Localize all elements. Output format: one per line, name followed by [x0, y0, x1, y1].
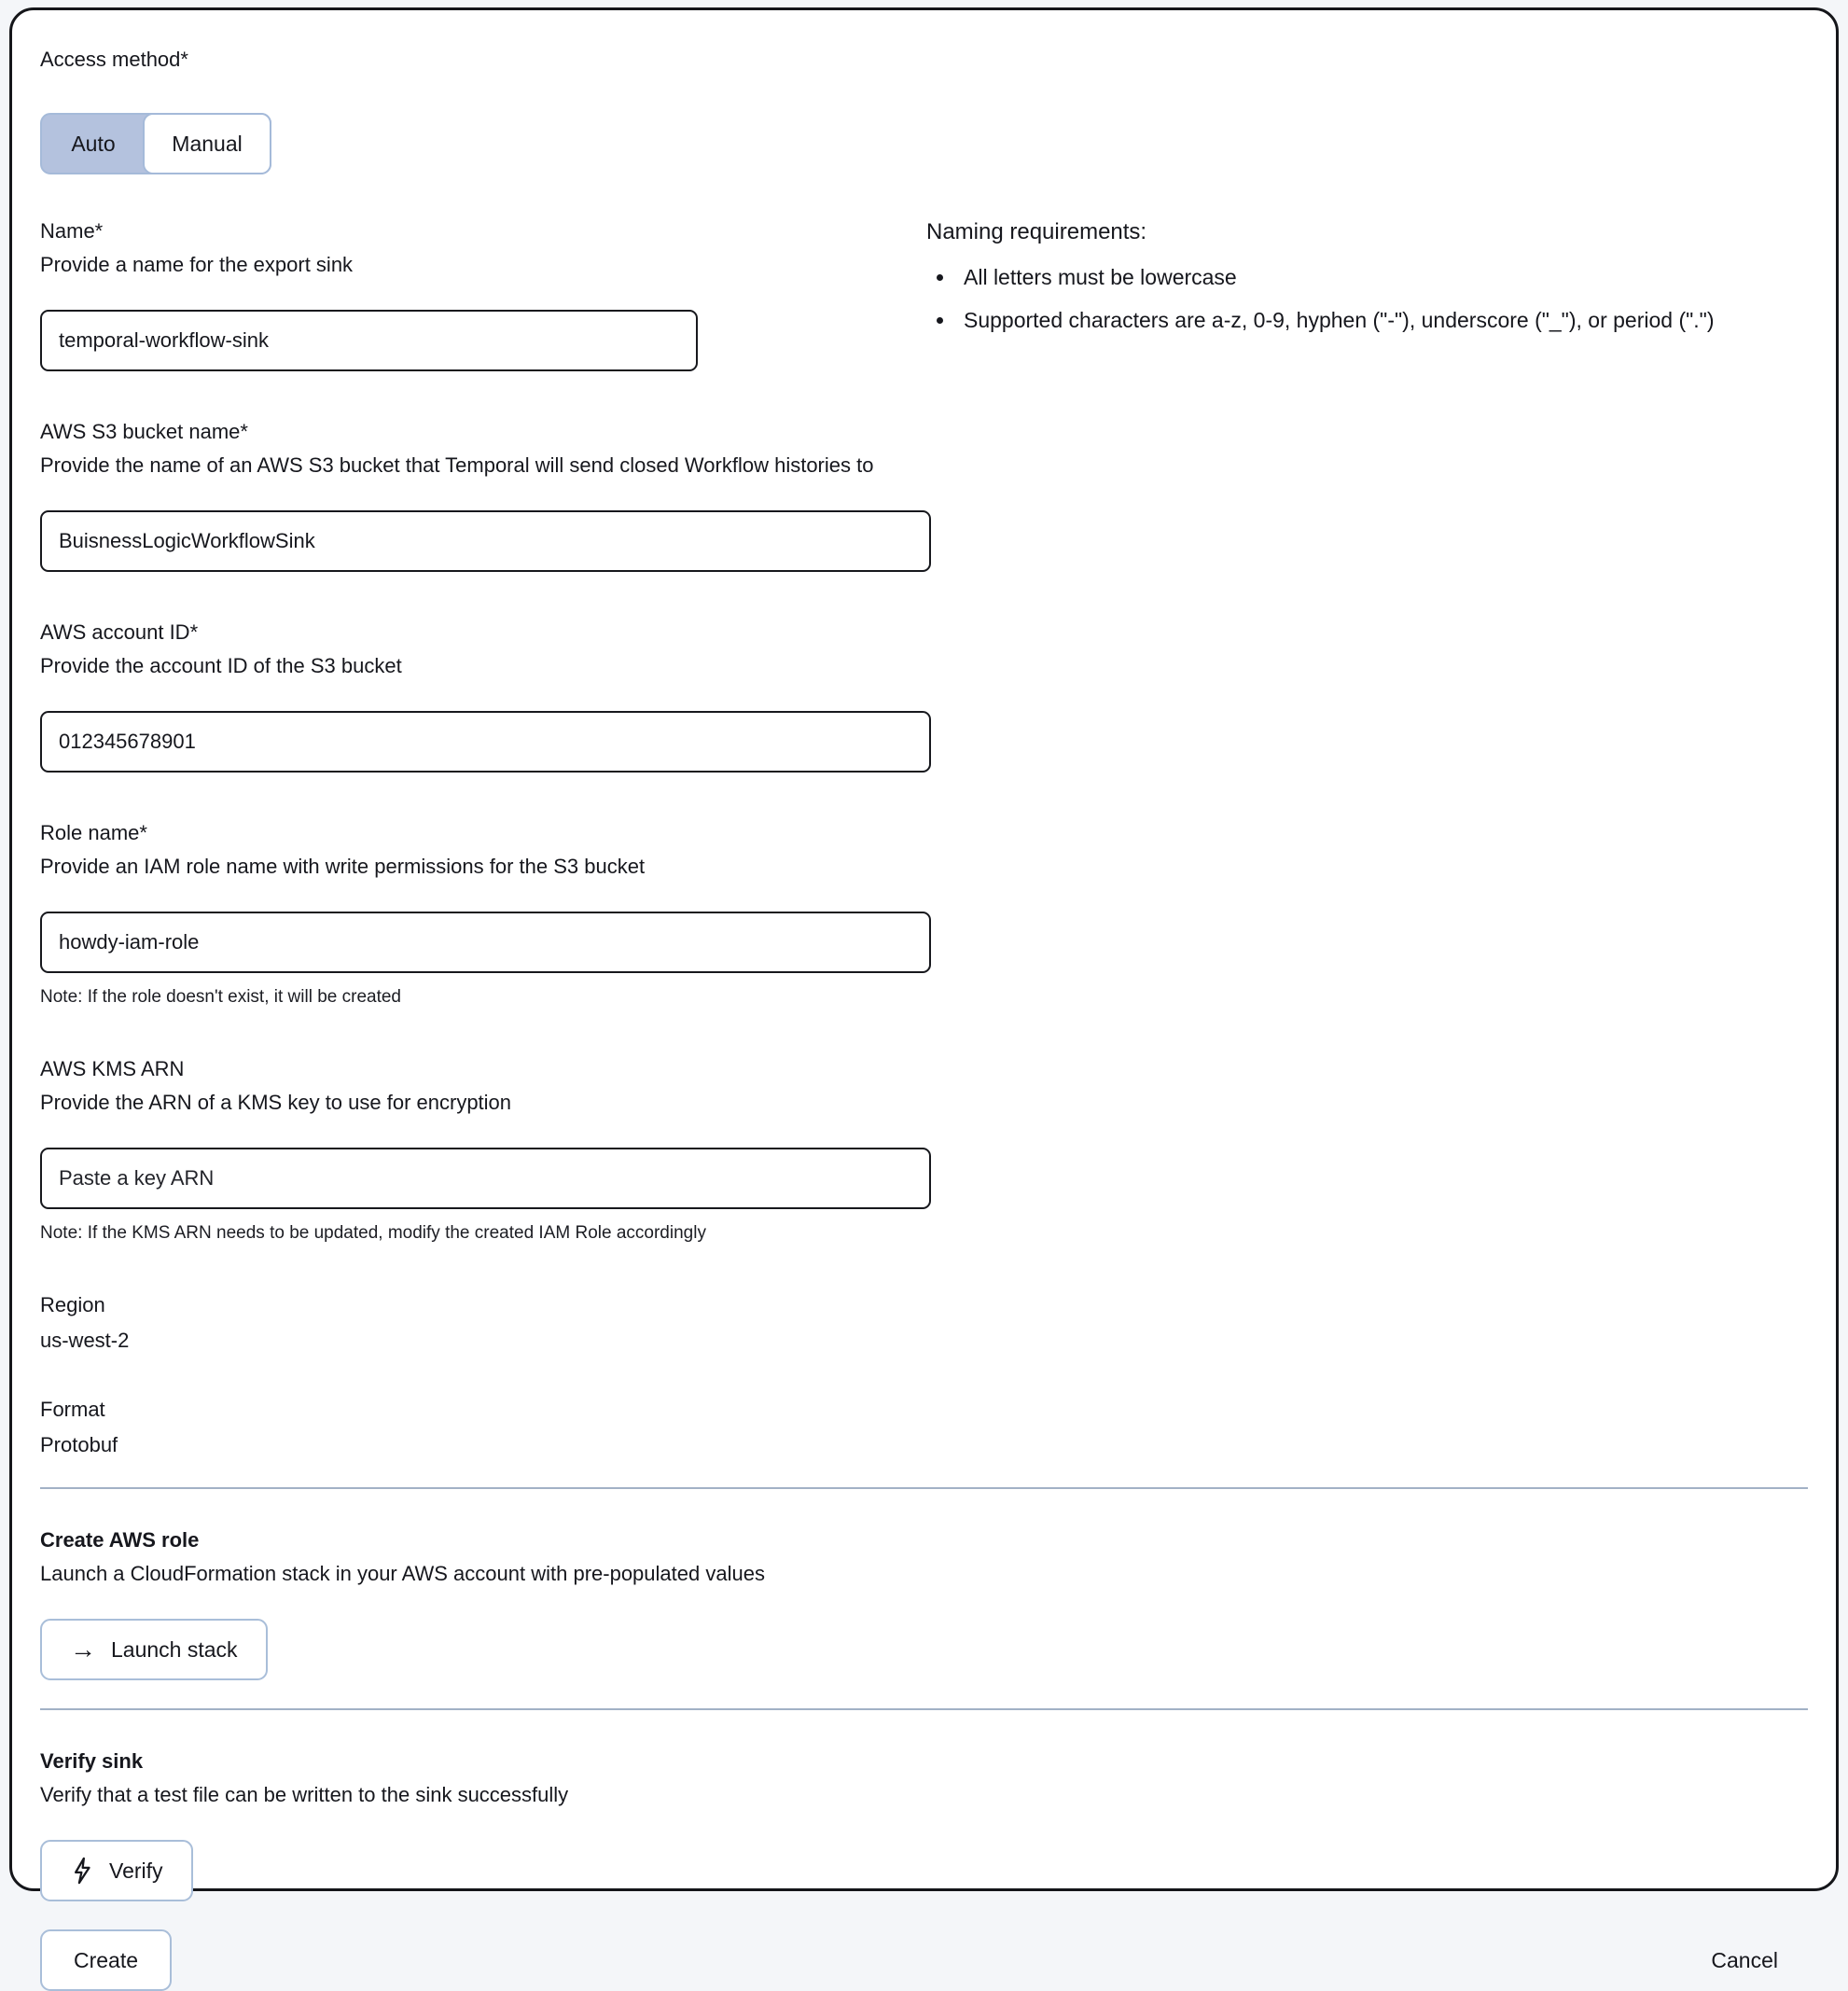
verify-button-label: Verify [109, 1858, 163, 1883]
s3-bucket-field-group [40, 418, 1808, 572]
section-divider [40, 1708, 1808, 1710]
form-actions [40, 1929, 1808, 1991]
account-id-description: Provide the account ID of the S3 bucket [40, 654, 402, 677]
create-aws-role-description: Launch a CloudFormation stack in your AWS account with pre-populated values [40, 1562, 765, 1585]
export-sink-form-card [9, 7, 1839, 1972]
access-method-option-manual[interactable]: Manual [143, 113, 271, 174]
account-id-label: AWS account ID* [40, 620, 199, 644]
region-readonly [40, 1291, 1808, 1355]
account-id-field-group [40, 619, 1808, 773]
s3-bucket-input[interactable] [40, 510, 931, 572]
role-name-description: Provide an IAM role name with write permissions for the S3 bucket [40, 855, 646, 878]
create-button[interactable]: Create [40, 1929, 172, 1991]
format-label: Format [40, 1398, 105, 1421]
role-name-label: Role name* [40, 821, 147, 844]
region-label: Region [40, 1293, 105, 1316]
naming-requirements [926, 217, 1808, 335]
naming-requirement-item: • All letters must be lowercase [956, 262, 1796, 292]
verify-sink-description: Verify that a test file can be written to the sink successfully [40, 1783, 569, 1806]
verify-sink-title: Verify sink [40, 1749, 144, 1773]
arrow-right-icon: → [70, 1635, 96, 1664]
naming-requirement-item: • Supported characters are a-z, 0-9, hyphen ("-"), underscore ("_"), or period (".") [956, 305, 1796, 335]
verify-sink-section [40, 1747, 1808, 1901]
section-divider [40, 1487, 1808, 1489]
launch-stack-button[interactable] [40, 1619, 268, 1680]
kms-arn-input[interactable] [40, 1148, 931, 1209]
name-label: Name* [40, 219, 104, 243]
region-value: us-west-2 [40, 1329, 130, 1352]
name-description: Provide a name for the export sink [40, 253, 354, 276]
s3-bucket-label: AWS S3 bucket name* [40, 420, 248, 443]
kms-arn-field-group [40, 1055, 1808, 1245]
access-method-option-auto[interactable]: Auto [71, 131, 116, 156]
cancel-button[interactable]: Cancel [1711, 1947, 1778, 1972]
kms-arn-note: Note: If the KMS ARN needs to be updated, modify the created IAM Role accordingly [40, 1223, 706, 1243]
naming-requirements-title: Naming requirements: [926, 219, 1147, 244]
launch-stack-button-label: Launch stack [111, 1636, 238, 1662]
verify-button[interactable] [40, 1840, 193, 1901]
access-method-toggle [40, 113, 271, 174]
kms-arn-label: AWS KMS ARN [40, 1057, 185, 1080]
s3-bucket-description: Provide the name of an AWS S3 bucket that Temporal will send closed Workflow histories to [40, 453, 874, 477]
create-aws-role-title: Create AWS role [40, 1528, 200, 1552]
account-id-input[interactable] [40, 711, 931, 773]
name-input[interactable] [40, 310, 698, 371]
access-method-label: Access method* [40, 48, 188, 71]
role-name-field-group [40, 819, 1808, 1009]
role-name-input[interactable] [40, 912, 931, 973]
role-name-note: Note: If the role doesn't exist, it will be created [40, 987, 401, 1007]
name-field-group [40, 217, 926, 371]
format-value: Protobuf [40, 1433, 118, 1456]
naming-requirements-list [926, 262, 1808, 335]
kms-arn-description: Provide the ARN of a KMS key to use for encryption [40, 1091, 512, 1114]
format-readonly [40, 1396, 1808, 1459]
lightning-icon [70, 1857, 94, 1885]
create-aws-role-section [40, 1526, 1808, 1680]
